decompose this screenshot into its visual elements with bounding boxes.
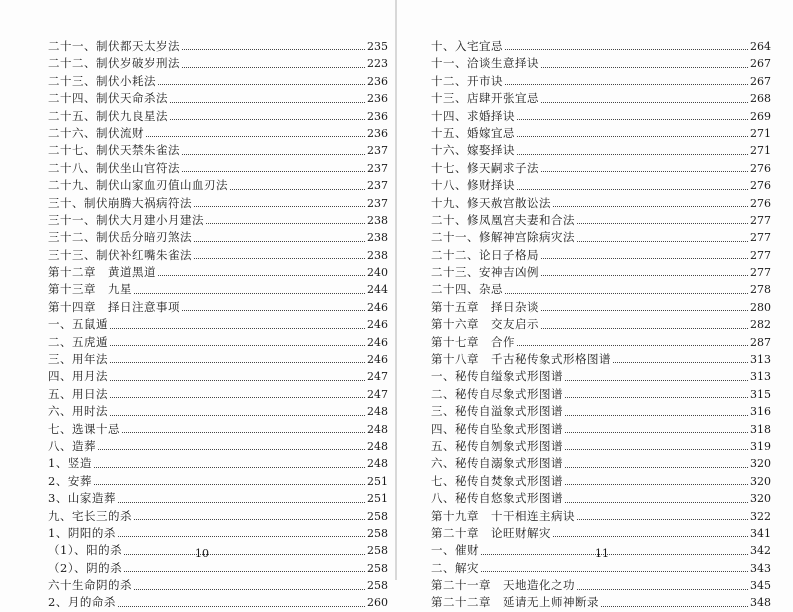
toc-entry [48, 438, 388, 455]
dot-leader [118, 502, 365, 503]
toc-entry-title: 十三、店肆开张宜忌 [431, 91, 539, 106]
dot-leader [146, 136, 365, 137]
toc-entry-title: （1）、阳的杀 [48, 543, 123, 558]
toc-entry-title: 五、秘传自刎象式形图谱 [431, 438, 563, 453]
toc-entry-page: 247 [367, 387, 388, 401]
toc-entry [431, 108, 771, 125]
toc-entry-page: 236 [367, 92, 388, 106]
toc-entry-page: 267 [750, 74, 771, 88]
toc-entry-page: 287 [750, 335, 771, 349]
dot-leader [565, 502, 748, 503]
dot-leader [541, 67, 748, 68]
toc-entry-title: 第十六章 交友启示 [431, 317, 539, 332]
toc-entry [48, 542, 388, 559]
toc-entry-page: 280 [750, 300, 771, 314]
toc-entry-title: 三、用年法 [48, 352, 108, 367]
dot-leader [170, 119, 365, 120]
toc-entry [48, 142, 388, 159]
toc-entry-title: 第十三章 九星 [48, 282, 132, 297]
toc-entry-page: 277 [750, 266, 771, 280]
toc-entry-title: 二十三、安神吉凶例 [431, 265, 539, 280]
dot-leader [481, 571, 748, 572]
toc-entry-title: 十七、修天嗣求子法 [431, 160, 539, 175]
toc-entry-title: 十四、求婚择诀 [431, 108, 515, 123]
toc-entry [48, 473, 388, 490]
toc-entry-page: 251 [367, 492, 388, 506]
toc-entry-title: 第二十章 论旺财解灾 [431, 525, 551, 540]
toc-list [48, 38, 388, 612]
toc-entry [48, 212, 388, 229]
toc-entry [48, 160, 388, 177]
toc-entry [48, 281, 388, 298]
toc-entry-title: 第二十一章 天地造化之功 [431, 578, 575, 593]
toc-entry-page: 276 [750, 196, 771, 210]
toc-entry-page: 316 [750, 405, 771, 419]
dot-leader [517, 189, 748, 190]
toc-entry [431, 595, 771, 612]
dot-leader [110, 380, 365, 381]
toc-entry [48, 264, 388, 281]
toc-entry [48, 560, 388, 577]
dot-leader [565, 467, 748, 468]
dot-leader [110, 362, 365, 363]
dot-leader [541, 171, 748, 172]
dot-leader [124, 571, 365, 572]
toc-entry-page: 342 [750, 544, 771, 558]
toc-entry-title: 1、竖造 [48, 456, 92, 471]
toc-entry-title: 七、秘传自焚象式形图谱 [431, 473, 563, 488]
toc-entry-page: 276 [750, 179, 771, 193]
toc-entry [48, 229, 388, 246]
dot-leader [158, 275, 365, 276]
toc-entry-title: （2）、阴的杀 [48, 560, 123, 575]
toc-entry-page: 246 [367, 300, 388, 314]
toc-entry-page: 277 [750, 231, 771, 245]
toc-entry-title: 三十二、制伏岳分暗刃煞法 [48, 230, 192, 245]
toc-entry [48, 403, 388, 420]
toc-entry-title: 二十三、制伏小耗法 [48, 73, 156, 88]
toc-entry [431, 195, 771, 212]
toc-entry-title: 十五、婚嫁宜忌 [431, 125, 515, 140]
toc-entry [431, 368, 771, 385]
toc-entry [48, 508, 388, 525]
toc-entry-title: 第十五章 择日杂谈 [431, 299, 539, 314]
dot-leader [577, 241, 748, 242]
toc-entry [48, 490, 388, 507]
toc-entry-page: 258 [367, 561, 388, 575]
toc-entry [48, 351, 388, 368]
toc-entry [431, 38, 771, 55]
toc-entry-title: 六十生命阴的杀 [48, 578, 132, 593]
toc-entry-title: 一、催财 [431, 543, 479, 558]
dot-leader [98, 449, 365, 450]
toc-entry-title: 第十八章 千古秘传象式形格图谱 [431, 352, 611, 367]
toc-entry [431, 421, 771, 438]
toc-entry-page: 271 [750, 126, 771, 140]
toc-entry [431, 212, 771, 229]
dot-leader [182, 171, 365, 172]
toc-entry [431, 455, 771, 472]
toc-entry [431, 160, 771, 177]
dot-leader [134, 589, 365, 590]
dot-leader [110, 397, 365, 398]
toc-entry-title: 第二十二章 延请无上师神断录 [431, 595, 599, 610]
toc-entry-title: 二十九、制伏山家血刃值山血刃法 [48, 178, 228, 193]
toc-entry-page: 248 [367, 457, 388, 471]
dot-leader [230, 189, 365, 190]
dot-leader [182, 49, 365, 50]
toc-entry [48, 368, 388, 385]
toc-entry-title: 第十二章 黄道黑道 [48, 265, 156, 280]
toc-entry-title: 三十三、制伏补红嘴朱雀法 [48, 247, 192, 262]
toc-entry [48, 108, 388, 125]
dot-leader [505, 49, 748, 50]
dot-leader [517, 345, 748, 346]
dot-leader [118, 536, 365, 537]
toc-entry-page: 260 [367, 596, 388, 610]
toc-entry [48, 73, 388, 90]
toc-entry-title: 二、五虎遁 [48, 334, 108, 349]
toc-entry-title: 六、秘传自溺象式形图谱 [431, 456, 563, 471]
toc-entry-title: 一、秘传自缢象式形图谱 [431, 369, 563, 384]
toc-entry-page: 236 [367, 109, 388, 123]
toc-entry [431, 508, 771, 525]
dot-leader [517, 119, 748, 120]
toc-entry [48, 421, 388, 438]
toc-entry [431, 299, 771, 316]
toc-entry-title: 二十八、制伏坐山官符法 [48, 160, 180, 175]
toc-entry-page: 248 [367, 405, 388, 419]
toc-entry-page: 247 [367, 370, 388, 384]
toc-entry-page: 236 [367, 126, 388, 140]
toc-entry-title: 二十四、杂忌 [431, 282, 503, 297]
toc-entry [431, 142, 771, 159]
dot-leader [158, 84, 365, 85]
toc-entry-page: 246 [367, 318, 388, 332]
toc-entry [48, 55, 388, 72]
toc-entry-page: 318 [750, 422, 771, 436]
dot-leader [124, 554, 365, 555]
dot-leader [541, 258, 748, 259]
toc-entry-title: 三十一、制伏大月建小月建法 [48, 212, 204, 227]
dot-leader [206, 223, 365, 224]
toc-entry-page: 315 [750, 387, 771, 401]
dot-leader [170, 102, 365, 103]
toc-entry-page: 237 [367, 179, 388, 193]
toc-entry [431, 90, 771, 107]
toc-entry-page: 236 [367, 74, 388, 88]
dot-leader [565, 397, 748, 398]
dot-leader [553, 536, 748, 537]
toc-entry-page: 238 [367, 231, 388, 245]
dot-leader [110, 415, 365, 416]
dot-leader [194, 241, 365, 242]
toc-entry-title: 一、五鼠遁 [48, 317, 108, 332]
toc-entry-page: 343 [750, 561, 771, 575]
toc-entry [431, 247, 771, 264]
toc-entry-title: 二十一、制伏都天太岁法 [48, 38, 180, 53]
toc-entry-page: 238 [367, 213, 388, 227]
dot-leader [94, 467, 365, 468]
dot-leader [541, 102, 748, 103]
dot-leader [182, 310, 365, 311]
toc-entry-title: 二十二、制伏岁破岁刑法 [48, 56, 180, 71]
dot-leader [194, 206, 365, 207]
toc-entry [431, 473, 771, 490]
toc-entry-title: 第十九章 十干相连主病诀 [431, 508, 575, 523]
toc-entry-page: 258 [367, 579, 388, 593]
toc-entry [431, 229, 771, 246]
toc-entry [48, 247, 388, 264]
toc-entry [48, 525, 388, 542]
toc-entry-title: 五、用日法 [48, 386, 108, 401]
toc-entry-title: 二十五、制伏九良星法 [48, 108, 168, 123]
toc-entry [431, 386, 771, 403]
toc-entry-page: 277 [750, 248, 771, 262]
toc-entry-page: 320 [750, 492, 771, 506]
toc-entry-page: 258 [367, 544, 388, 558]
toc-entry-title: 二十二、论日子格局 [431, 247, 539, 262]
toc-entry-title: 3、山家造葬 [48, 491, 116, 506]
toc-entry-page: 267 [750, 57, 771, 71]
toc-entry [431, 55, 771, 72]
toc-entry [48, 125, 388, 142]
toc-entry-title: 二十一、修解神宫除病灾法 [431, 230, 575, 245]
dot-leader [505, 84, 748, 85]
toc-entry-page: 320 [750, 457, 771, 471]
toc-entry [48, 177, 388, 194]
dot-leader [517, 154, 748, 155]
toc-entry-page: 319 [750, 439, 771, 453]
dot-leader [110, 345, 365, 346]
dot-leader [613, 362, 748, 363]
dot-leader [553, 206, 748, 207]
toc-entry-page: 348 [750, 596, 771, 610]
toc-entry-page: 282 [750, 318, 771, 332]
toc-entry-title: 1、阴阳的杀 [48, 525, 116, 540]
toc-entry-title: 十、入宅宜忌 [431, 38, 503, 53]
toc-entry-title: 八、造葬 [48, 438, 96, 453]
toc-entry-title: 十九、修天赦宫散讼法 [431, 195, 551, 210]
toc-entry-page: 271 [750, 144, 771, 158]
toc-entry [431, 351, 771, 368]
toc-entry-title: 十八、修财择诀 [431, 178, 515, 193]
toc-entry-page: 248 [367, 422, 388, 436]
toc-entry [431, 281, 771, 298]
dot-leader [541, 310, 748, 311]
page-number: 10 [195, 547, 209, 560]
dot-leader [505, 293, 748, 294]
toc-entry-title: 十二、开市诀 [431, 73, 503, 88]
dot-leader [481, 554, 748, 555]
toc-entry-title: 四、秘传自坠象式形图谱 [431, 421, 563, 436]
toc-entry-page: 264 [750, 39, 771, 53]
left-page [0, 0, 396, 610]
toc-entry-title: 二十、修凤凰宫夫妻和合法 [431, 212, 575, 227]
dot-leader [541, 328, 748, 329]
dot-leader [565, 432, 748, 433]
toc-entry-page: 313 [750, 370, 771, 384]
dot-leader [565, 449, 748, 450]
toc-entry-page: 268 [750, 92, 771, 106]
toc-entry-page: 258 [367, 526, 388, 540]
toc-entry-page: 244 [367, 283, 388, 297]
toc-entry-title: 第十七章 合作 [431, 334, 515, 349]
toc-entry-title: 三十、制伏崩腾大祸病符法 [48, 195, 192, 210]
dot-leader [565, 380, 748, 381]
toc-entry-title: 二十七、制伏天禁朱雀法 [48, 143, 180, 158]
dot-leader [122, 432, 365, 433]
toc-entry-title: 七、选课十忌 [48, 421, 120, 436]
dot-leader [118, 606, 365, 607]
toc-entry [431, 560, 771, 577]
toc-entry [431, 125, 771, 142]
toc-entry [48, 334, 388, 351]
dot-leader [601, 606, 748, 607]
toc-entry-page: 258 [367, 509, 388, 523]
toc-entry-page: 278 [750, 283, 771, 297]
toc-entry-page: 276 [750, 161, 771, 175]
dot-leader [517, 136, 748, 137]
page-number: 11 [595, 547, 609, 560]
toc-entry [48, 38, 388, 55]
toc-entry [48, 455, 388, 472]
toc-entry-title: 三、秘传自溢象式形图谱 [431, 404, 563, 419]
toc-entry [431, 177, 771, 194]
toc-entry [431, 334, 771, 351]
toc-entry-page: 269 [750, 109, 771, 123]
dot-leader [182, 154, 365, 155]
toc-entry [48, 299, 388, 316]
toc-entry [431, 316, 771, 333]
toc-entry-page: 238 [367, 248, 388, 262]
toc-entry-page: 322 [750, 509, 771, 523]
dot-leader [541, 275, 748, 276]
dot-leader [565, 415, 748, 416]
toc-entry [431, 264, 771, 281]
dot-leader [134, 519, 365, 520]
toc-entry-title: 二、秘传自尽象式形图谱 [431, 386, 563, 401]
toc-entry-title: 九、宅长三的杀 [48, 508, 132, 523]
toc-entry-page: 320 [750, 474, 771, 488]
toc-entry-page: 237 [367, 144, 388, 158]
toc-entry-page: 341 [750, 526, 771, 540]
toc-entry-page: 240 [367, 266, 388, 280]
toc-entry [431, 525, 771, 542]
toc-entry-title: 十六、嫁娶择诀 [431, 143, 515, 158]
toc-entry-title: 八、秘传自悠象式形图谱 [431, 491, 563, 506]
dot-leader [194, 258, 365, 259]
toc-entry-page: 237 [367, 161, 388, 175]
dot-leader [577, 589, 748, 590]
toc-entry [431, 403, 771, 420]
toc-entry-title: 二、解灾 [431, 560, 479, 575]
toc-entry-page: 345 [750, 579, 771, 593]
toc-entry [48, 595, 388, 612]
toc-entry-title: 四、用月法 [48, 369, 108, 384]
toc-entry-page: 246 [367, 335, 388, 349]
toc-entry-page: 235 [367, 39, 388, 53]
toc-entry [431, 438, 771, 455]
toc-entry-page: 246 [367, 353, 388, 367]
toc-entry-title: 二十四、制伏天命杀法 [48, 91, 168, 106]
toc-entry [48, 316, 388, 333]
toc-list [431, 38, 771, 612]
toc-entry-title: 2、月的命杀 [48, 595, 116, 610]
toc-entry-page: 313 [750, 353, 771, 367]
toc-entry [48, 90, 388, 107]
toc-entry-title: 二十六、制伏流财 [48, 125, 144, 140]
toc-entry-title: 2、安葬 [48, 473, 92, 488]
dot-leader [94, 484, 365, 485]
toc-entry-page: 277 [750, 213, 771, 227]
toc-entry-page: 223 [367, 57, 388, 71]
dot-leader [577, 519, 748, 520]
toc-entry [431, 73, 771, 90]
dot-leader [577, 223, 748, 224]
toc-entry-title: 六、用时法 [48, 404, 108, 419]
toc-entry-page: 251 [367, 474, 388, 488]
toc-entry-title: 第十四章 择日注意事项 [48, 299, 180, 314]
toc-entry-page: 237 [367, 196, 388, 210]
right-page [397, 0, 793, 610]
toc-entry-page: 248 [367, 439, 388, 453]
dot-leader [182, 67, 365, 68]
dot-leader [110, 328, 365, 329]
toc-entry [431, 490, 771, 507]
toc-entry [48, 195, 388, 212]
toc-entry-title: 十一、洽谈生意择诀 [431, 56, 539, 71]
dot-leader [134, 293, 365, 294]
toc-entry [48, 386, 388, 403]
dot-leader [565, 484, 748, 485]
